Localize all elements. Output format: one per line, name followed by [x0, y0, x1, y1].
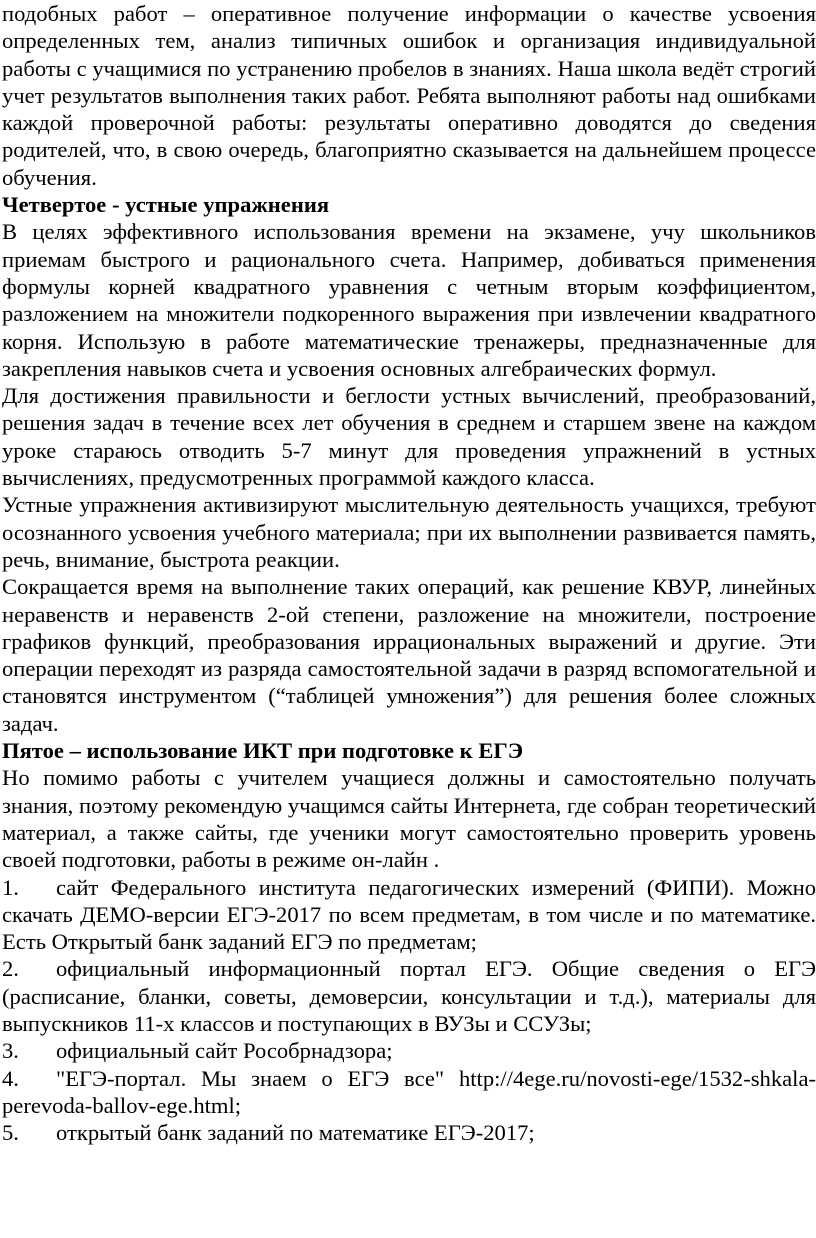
paragraph-mental-activity: Устные упражнения активизируют мыслительную деятельность учащихся, требуют осознанного усвоения учебного материала; при их выполнении развивается память, речь, внимание, быстрота реакции.	[2, 492, 816, 572]
list-item-ege-portal	[2, 955, 816, 1037]
list-item-rosobrnadzor	[2, 1037, 816, 1064]
list-item-text: официальный информационный портал ЕГЭ. Общие сведения о ЕГЭ (расписание, бланки, советы, демоверсии, консультации и т.д.), материалы для выпускников 11-х классов и поступающих в ВУЗы и ССУЗы;	[2, 956, 816, 1036]
list-item-text: открытый банк заданий по математике ЕГЭ-2017;	[56, 1120, 535, 1146]
list-item-text: "ЕГЭ-портал. Мы знаем о ЕГЭ все" http://4ege.ru/novosti-ege/1532-shkala-perevoda-ballov-ege.html;	[2, 1065, 816, 1118]
list-number: 5.	[2, 1120, 19, 1146]
list-number: 4.	[2, 1065, 19, 1091]
list-item-text: официальный сайт Рособрнадзора;	[56, 1038, 393, 1064]
list-item-open-bank	[2, 1119, 816, 1146]
list-item-fipi	[2, 874, 816, 956]
list-number: 2.	[2, 956, 19, 982]
heading-oral-exercises: Четвертое - устные упражнения	[2, 192, 330, 218]
list-item-text: сайт Федерального института педагогических измерений (ФИПИ). Можно скачать ДЕМО-версии ЕГЭ-2017 по всем предметам, в том числе и по математике. Есть Открытый банк заданий ЕГЭ по предметам;	[2, 874, 816, 955]
paragraph-oral-calculations: Для достижения правильности и беглости устных вычислений, преобразований, решения задач в течение всех лет обучения в среднем и старшем звене на каждом уроке стараюсь отводить 5-7 минут для проведения упражнений в устных вычислениях, предусмотренных программой каждого класса.	[2, 383, 816, 491]
list-item-4ege	[2, 1065, 816, 1120]
list-number: 3.	[2, 1038, 19, 1064]
paragraph-error-analysis: подобных работ – оперативное получение информации о качестве усвоения определенных тем, анализ типичных ошибок и организация индивидуальной работы с учащимися по устранению пробелов в знаниях. Наша школа ведёт строгий учет результатов выполнения таких работ. Ребята выполняют работы над ошибками каждой проверочной работы: результаты оперативно доводятся до сведения родителей, что, в свою очередь, благоприятно сказывается на дальнейшем процессе обучения.	[2, 1, 816, 190]
paragraph-time-reduction: Сокращается время на выполнение таких операций, как решение КВУР, линейных неравенств и неравенств 2-ой степени, разложение на множители, построение графиков функций, преобразования иррациональных выражений и другие. Эти операции переходят из разряда самостоятельной задачи в разряд вспомогательной и становятся инструментом (“таблицей умножения”) для решения более сложных задач.	[2, 574, 816, 736]
paragraph-internet-sites: Но помимо работы с учителем учащиеся должны и самостоятельно получать знания, поэтому рекомендую учащимся сайты Интернета, где собран теоретический материал, а также сайты, где ученики могут самостоятельно проверить уровень своей подготовки, работы в режиме он-лайн .	[2, 765, 816, 873]
paragraph-fast-counting: В целях эффективного использования времени на экзамене, учу школьников приемам быстрого и рационального счета. Например, добиваться применения формулы корней квадратного уравнения с четным вторым коэффициентом, разложением на множители подкоренного выражения при извлечении квадратного корня. Использую в работе математические тренажеры, предназначенные для закрепления навыков счета и усвоения основных алгебраических формул.	[2, 219, 816, 381]
heading-ict-usage: Пятое – использование ИКТ при подготовке к ЕГЭ	[2, 738, 524, 764]
list-number: 1.	[2, 874, 19, 900]
